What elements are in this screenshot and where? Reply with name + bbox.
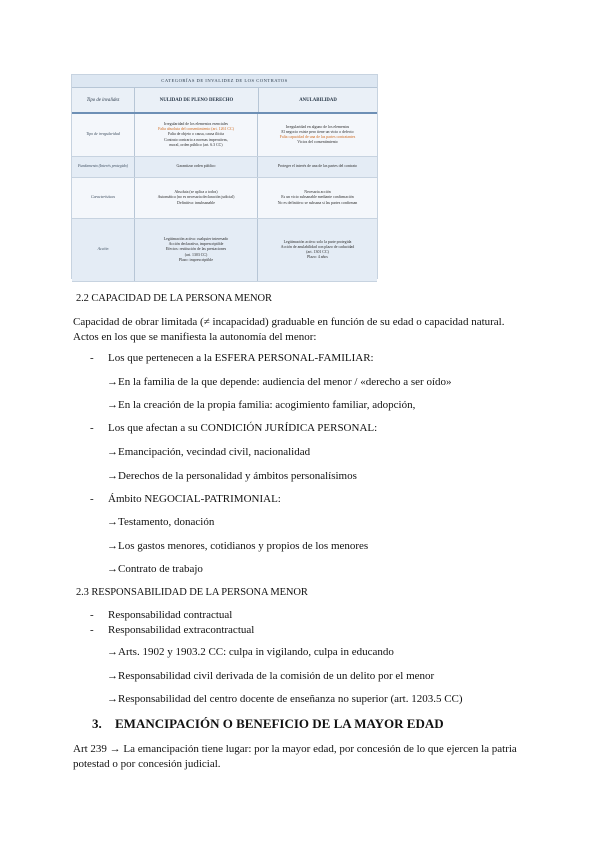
list-item: →Los gastos menores, cotidianos y propios de los menores <box>107 540 369 552</box>
table-row <box>72 178 377 219</box>
table-cell-line: Legitimación activa: cualquier interesado <box>163 236 229 241</box>
list-item: →Testamento, donación <box>107 516 215 528</box>
bullet-dash: - <box>90 422 94 434</box>
table-cell-line: Plazo: 4 años <box>307 255 328 260</box>
table-cell-line: Falta absoluta del consentimiento (art. 1261 CC) <box>158 127 234 132</box>
list-item: →En la familia de la que depende: audiencia del menor / «derecho a ser oído» <box>107 376 452 388</box>
table-cell <box>257 178 377 218</box>
invalidity-table-image <box>71 74 378 279</box>
section-heading-3 <box>92 716 444 732</box>
table-cell-line: Acción declarativa, imprescriptible <box>168 242 224 247</box>
group-title: Los que afectan a su CONDICIÓN JURÍDICA PERSONAL: <box>108 422 378 434</box>
table-cell-line: Falta capacidad de una de las partes contratantes <box>279 135 356 139</box>
table-cell-line: moral, orden público (art. 6.3 CC) <box>169 142 223 147</box>
section-2-2-intro <box>73 315 533 344</box>
table-body <box>72 114 377 282</box>
bullet-item: Responsabilidad extracontractual <box>108 624 255 636</box>
table-cell <box>134 157 257 177</box>
table-header-cell: ANULABILIDAD <box>258 88 377 112</box>
section-title: EMANCIPACIÓN O BENEFICIO DE LA MAYOR EDAD <box>115 716 444 731</box>
table-cell-line: Garantizar orden público <box>176 164 216 169</box>
paragraph-line: potestad o por concesión judicial. <box>73 757 221 770</box>
table-cell-line: No es definitiva: se subsana si las partes confirman <box>277 200 358 205</box>
table-row <box>72 114 377 157</box>
bullet-dash: - <box>90 352 94 364</box>
table-cell-line: Vicios del consentimiento <box>297 140 338 145</box>
bullet-item: Responsabilidad contractual <box>108 609 233 621</box>
table-cell-line: Definitiva: insubsanable <box>177 200 215 205</box>
table-cell-line: Absoluta (se aplica a todos) <box>174 190 218 195</box>
group-title: Ámbito NEGOCIAL-PATRIMONIAL: <box>108 493 281 505</box>
group-title: Los que pertenecen a la ESFERA PERSONAL-FAMILIAR: <box>108 352 374 364</box>
table-cell <box>257 157 377 177</box>
table-cell-line: (art. 1303 CC) <box>184 252 208 257</box>
table-cell-line: El negocio existe pero tiene un vicio o defecto <box>281 129 354 134</box>
table-cell-line: Legitimación activa: solo la parte protegida <box>283 239 352 244</box>
table-cell-line: Acción de anulabilidad con plazo de caducidad <box>280 244 355 249</box>
paragraph-line: Art 239 → La emancipación tiene lugar: por la mayor edad, por concesión de lo que ejercen la patria <box>73 743 517 755</box>
list-item: →Contrato de trabajo <box>107 563 203 575</box>
list-item: →Responsabilidad civil derivada de la comisión de un delito por el menor <box>107 670 435 682</box>
intro-line: Actos en los que se manifiesta la autonomía del menor: <box>73 330 317 343</box>
section-heading-2-2: 2.2 CAPACIDAD DE LA PERSONA MENOR <box>76 293 272 304</box>
table-cell-line: Efectos: restitución de las prestaciones <box>165 247 227 252</box>
table-row-label: Acción <box>97 247 109 252</box>
table-cell <box>134 114 257 156</box>
table-cell-line: Irregularidad en alguno de los elementos <box>285 124 350 129</box>
table-row-label: Fundamento (Interés protegido) <box>78 164 128 169</box>
list-item: →En la creación de la propia familia: acogimiento familiar, adopción, <box>107 399 416 411</box>
table-cell-line: Necesaria acción <box>304 190 331 195</box>
table-cell-line: Es un vicio subsanable mediante confirmación <box>281 195 354 200</box>
table-cell-line: Proteger el interés de una de las partes del contrato <box>277 164 358 169</box>
bullet-dash: - <box>90 493 94 505</box>
list-item: →Emancipación, vecindad civil, nacionalidad <box>107 446 311 458</box>
intro-line: Capacidad de obrar limitada (≠ incapacidad) graduable en función de su edad o capacidad natural. <box>73 316 505 328</box>
table-cell-line: Plazo: imprescriptible <box>178 257 214 262</box>
table-cell-line: Irregularidad de los elementos esenciales <box>164 121 228 126</box>
table-cell-line: Contrato contrario a normas imperativas, <box>164 137 228 142</box>
list-item: →Derechos de la personalidad y ámbitos personalísimos <box>107 470 357 482</box>
table-cell-line: (art. 1301 CC) <box>306 250 329 254</box>
table-header <box>72 88 377 114</box>
bullet-dash: - <box>90 609 94 621</box>
table-cell <box>134 178 257 218</box>
table-row <box>72 157 377 178</box>
table-cell-line: Automática (no es necesaria declaración judicial) <box>157 195 235 200</box>
table-row-label: Características <box>91 195 115 200</box>
bullet-dash: - <box>90 624 94 636</box>
table-row-label: Tipo de irregularidad <box>86 132 120 137</box>
section-3-text <box>73 742 533 771</box>
table-row <box>72 219 377 282</box>
table-header-cell: NULIDAD DE PLENO DERECHO <box>134 88 258 112</box>
section-heading-2-3: 2.3 RESPONSABILIDAD DE LA PERSONA MENOR <box>76 587 308 598</box>
table-cell <box>257 219 377 281</box>
table-cell <box>134 219 257 281</box>
table-cell-line: Falta de objeto o causa, causa ilícita <box>167 132 225 137</box>
table-header-cell: Tipo de invalidez <box>86 97 120 103</box>
list-item: →Arts. 1902 y 1903.2 CC: culpa in vigilando, culpa in educando <box>107 646 394 658</box>
table-title: CATEGORÍAS DE INVALIDEZ DE LOS CONTRATOS <box>72 75 377 88</box>
section-number: 3. <box>92 716 102 731</box>
table-cell <box>257 114 377 156</box>
list-item: →Responsabilidad del centro docente de enseñanza no superior (art. 1203.5 CC) <box>107 693 463 705</box>
